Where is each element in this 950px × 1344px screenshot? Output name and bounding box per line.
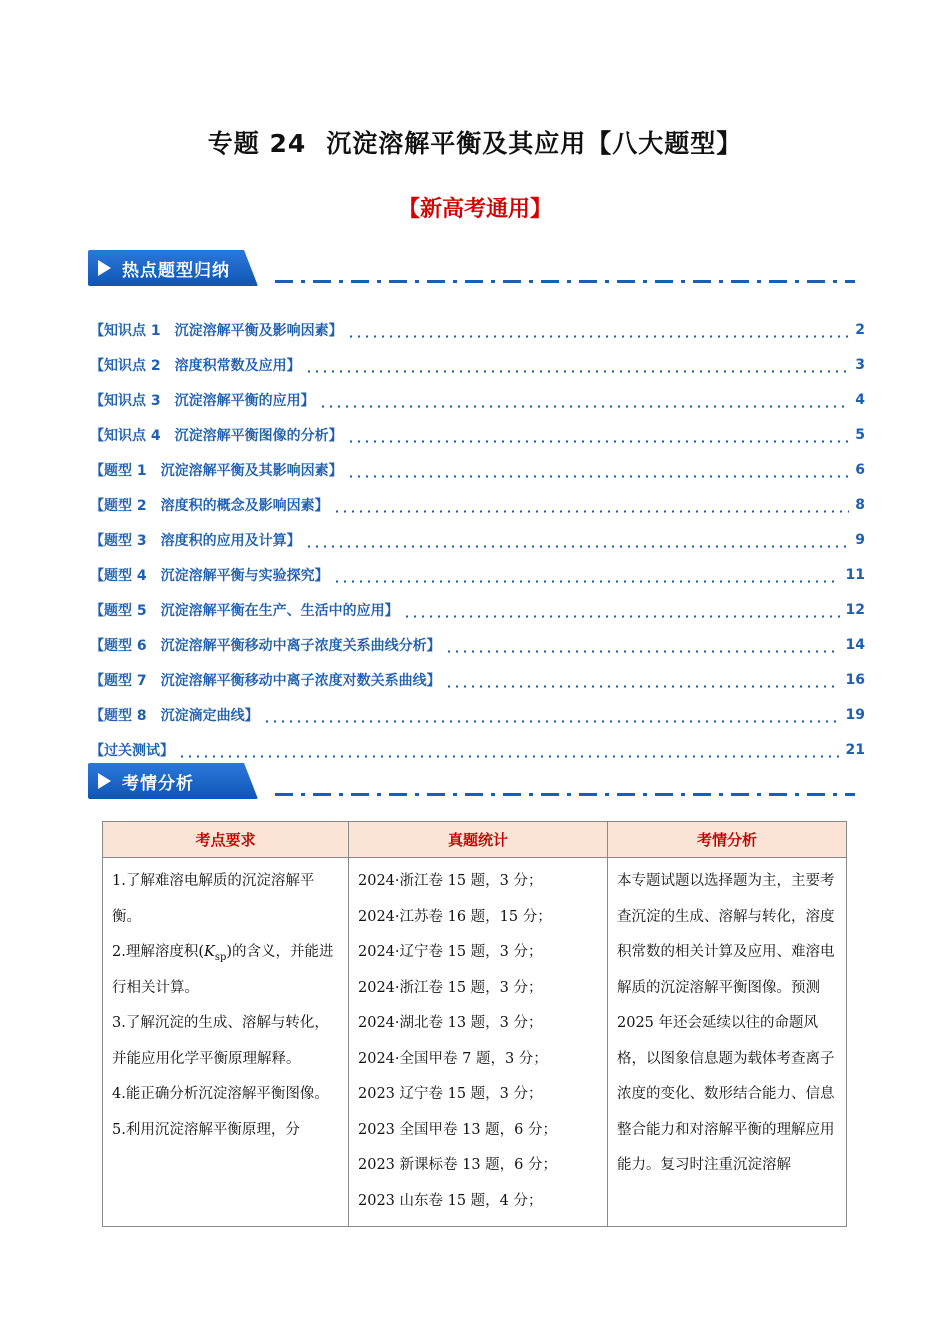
page-title: [0, 124, 950, 160]
exam-stat-line: 2024·浙江卷 15 题，3 分；: [358, 979, 543, 996]
toc-dot-leader: [347, 464, 850, 478]
toc-entry[interactable]: [90, 312, 865, 347]
toc-dot-leader: [445, 674, 840, 688]
toc-entry[interactable]: [90, 522, 865, 557]
toc-entry-page: 11: [840, 567, 865, 583]
toc-entry-page: 14: [840, 637, 865, 653]
toc-dot-leader: [305, 359, 850, 373]
toc-entry[interactable]: [90, 662, 865, 697]
toc-entry[interactable]: [90, 697, 865, 732]
section-banner-label: 热点题型归纳: [122, 261, 230, 281]
toc-entry-label: 【知识点 3 沉淀溶解平衡的应用】: [90, 390, 319, 410]
requirement-3: 3.了解沉淀的生成、溶解与转化，并能应用化学平衡原理解释。: [112, 1015, 329, 1067]
exam-stat-line: 2023 全国甲卷 13 题，6 分；: [358, 1121, 558, 1138]
analysis-text: 本专题试题以选择题为主，主要考查沉淀的生成、溶解与转化，溶度积常数的相关计算及应用、难溶电解质的沉淀溶解平衡图像。预测 2025 年还会延续以往的命题风格，以图象信息题为载体考查离子浓度的变化、数形结合能力、信息整合能力和对溶解平衡的理解应用能力。复习时注重沉淀溶解: [617, 873, 835, 1173]
toc-entry-label: 【题型 4 沉淀溶解平衡与实验探究】: [90, 565, 333, 585]
exam-stat-line: 2024·湖北卷 13 题，3 分；: [358, 1015, 543, 1031]
requirement-5: 5.利用沉淀溶解平衡原理，分: [112, 1121, 300, 1138]
toc-dot-leader: [333, 569, 840, 583]
requirements-cell: [103, 858, 349, 1227]
requirement-4: 4.能正确分析沉淀溶解平衡图像。: [112, 1086, 329, 1102]
toc-entry-page: 5: [849, 427, 865, 443]
toc-entry-label: 【过关测试】: [90, 740, 178, 760]
toc-entry[interactable]: [90, 417, 865, 452]
dash-dot-divider: [275, 280, 855, 283]
toc-entry[interactable]: [90, 557, 865, 592]
toc-entry[interactable]: [90, 452, 865, 487]
toc-entry-label: 【题型 1 沉淀溶解平衡及其影响因素】: [90, 460, 347, 480]
analysis-cell: [608, 858, 847, 1227]
title-number: 专题 24: [207, 129, 307, 158]
section-banner-exam-analysis: [88, 763, 266, 799]
page-subtitle: 【新高考通用】: [397, 197, 552, 222]
toc-entry[interactable]: [90, 487, 865, 522]
toc-entry[interactable]: [90, 382, 865, 417]
toc-entry-label: 【知识点 2 溶度积常数及应用】: [90, 355, 305, 375]
exam-stat-line: 2024·浙江卷 15 题，3 分；: [358, 873, 543, 889]
dash-dot-divider: [275, 793, 855, 796]
exam-stat-line: 2023 辽宁卷 15 题，3 分；: [358, 1086, 543, 1102]
toc-entry-label: 【题型 6 沉淀溶解平衡移动中离子浓度关系曲线分析】: [90, 635, 445, 655]
exam-analysis-table: [102, 821, 847, 1227]
requirement-2: 2.理解溶度积$(K_{sp})$的含义，并能进行相关计算。: [112, 944, 334, 996]
toc-entry[interactable]: [90, 347, 865, 382]
toc-dot-leader: [305, 534, 850, 548]
title-text: 沉淀溶解平衡及其应用【八大题型】: [326, 129, 743, 158]
toc-entry-page: 6: [849, 462, 865, 478]
toc-entry-page: 8: [849, 497, 865, 513]
toc-dot-leader: [403, 604, 840, 618]
toc-dot-leader: [333, 499, 850, 513]
toc-entry-label: 【题型 2 溶度积的概念及影响因素】: [90, 495, 333, 515]
section-banner-hot-topics: [88, 250, 266, 286]
exam-stat-line: 2023 山东卷 15 题，4 分；: [358, 1192, 543, 1209]
section-banner-label: 考情分析: [122, 774, 194, 794]
toc-entry-label: 【题型 5 沉淀溶解平衡在生产、生活中的应用】: [90, 600, 403, 620]
toc-entry-page: 9: [849, 532, 865, 548]
play-arrow-icon: [98, 773, 111, 789]
toc-entry-label: 【知识点 4 沉淀溶解平衡图像的分析】: [90, 425, 347, 445]
toc-entry-page: 21: [840, 742, 865, 758]
toc-entry-page: 3: [849, 357, 865, 373]
toc-dot-leader: [347, 429, 850, 443]
exam-stat-line: 2024·辽宁卷 15 题，3 分；: [358, 944, 543, 960]
header-statistics: 真题统计: [349, 822, 608, 858]
toc-entry[interactable]: [90, 627, 865, 662]
toc-entry[interactable]: [90, 592, 865, 627]
toc-entry[interactable]: [90, 732, 865, 767]
toc-entry-label: 【题型 8 沉淀滴定曲线】: [90, 705, 263, 725]
requirement-1: 1.了解难溶电解质的沉淀溶解平衡。: [112, 873, 315, 925]
exam-stat-line: 2024·江苏卷 16 题，15 分；: [358, 908, 552, 925]
toc-entry-label: 【知识点 1 沉淀溶解平衡及影响因素】: [90, 320, 347, 340]
toc-entry-page: 2: [849, 322, 865, 338]
toc-entry-page: 4: [849, 392, 865, 408]
exam-stat-line: 2023 新课标卷 13 题，6 分；: [358, 1157, 558, 1173]
header-requirements: 考点要求: [103, 822, 349, 858]
exam-stat-line: 2024·全国甲卷 7 题，3 分；: [358, 1050, 548, 1067]
toc-entry-page: 12: [840, 602, 865, 618]
toc-dot-leader: [263, 709, 840, 723]
table-of-contents: [90, 312, 865, 767]
toc-dot-leader: [347, 324, 850, 338]
statistics-cell: [349, 858, 608, 1227]
toc-dot-leader: [445, 639, 840, 653]
toc-entry-label: 【题型 7 沉淀溶解平衡移动中离子浓度对数关系曲线】: [90, 670, 445, 690]
toc-dot-leader: [178, 744, 840, 758]
toc-entry-page: 19: [840, 707, 865, 723]
toc-entry-page: 16: [840, 672, 865, 688]
toc-dot-leader: [319, 394, 850, 408]
header-analysis: 考情分析: [608, 822, 847, 858]
play-arrow-icon: [98, 260, 111, 276]
toc-entry-label: 【题型 3 溶度积的应用及计算】: [90, 530, 305, 550]
